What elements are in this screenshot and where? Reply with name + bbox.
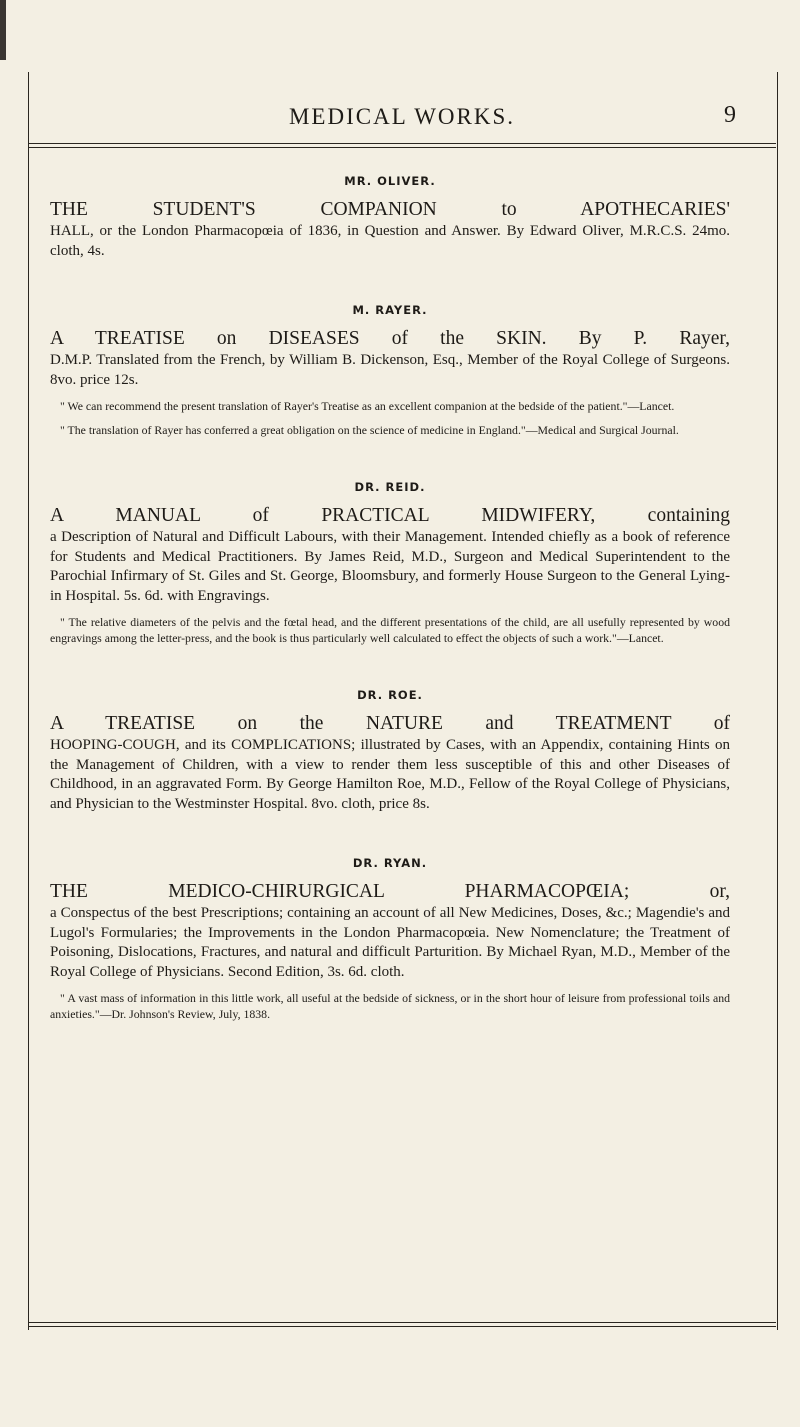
author-heading: MR. OLIVER. xyxy=(344,174,436,188)
header-rule xyxy=(28,147,776,148)
running-title: MEDICAL WORKS. xyxy=(288,104,516,129)
book-title: THE MEDICO-CHIRURGICAL PHARMACOPŒIA; or, xyxy=(50,881,730,902)
book-title: THE STUDENT'S COMPANION to APOTHECARIES' xyxy=(50,199,730,220)
page-number: 9 xyxy=(724,102,736,128)
book-title: A TREATISE on DISEASES of the SKIN. By P. Rayer, xyxy=(50,328,730,349)
review-quote: " We can recommend the present translation of Rayer's Treatise as an excellent companion at the bedside of the patient."—Lancet. xyxy=(60,399,675,413)
footer-rule xyxy=(28,1322,776,1323)
entry-roe xyxy=(50,688,730,814)
author-heading: M. RAYER. xyxy=(352,303,428,317)
review-quote: " The relative diameters of the pelvis and the fœtal head, and the different presentations of the child, are all usefully represented by wood engravings among the letter-press, and the book is thus particularly well calculated to effect the objects of such a work."—Lancet. xyxy=(50,615,730,645)
book-description: a Description of Natural and Difficult Labours, with their Management. Intended chiefly as a book of reference for Students and Medical Practitioners. By James Reid, M.D., Surgeon and Medical Superintendent to the Parochial Infirmary of St. Giles and St. George, Bloomsbury, and formerly House Surgeon to the General Lying-in Hospital. 5s. 6d. with Engravings. xyxy=(50,529,730,604)
header-rule xyxy=(28,143,776,144)
book-title: A MANUAL of PRACTICAL MIDWIFERY, containing xyxy=(50,505,730,526)
entry-oliver xyxy=(50,174,730,261)
review-quote: " A vast mass of information in this little work, all useful at the bedside of sickness, or in the short hour of leisure from professional toils and anxieties."—Dr. Johnson's Review, July, 1838. xyxy=(50,991,730,1021)
book-description: HALL, or the London Pharmacopœia of 1836, in Question and Answer. By Edward Oliver, M.R.C.S. 24mo. cloth, 4s. xyxy=(50,223,730,259)
book-description: D.M.P. Translated from the French, by William B. Dickenson, Esq., Member of the Royal College of Surgeons. 8vo. price 12s. xyxy=(50,352,730,388)
footer-rule xyxy=(28,1326,776,1327)
review-quote: " The translation of Rayer has conferred a great obligation on the science of medicine in England."—Medical and Surgical Journal. xyxy=(60,423,679,437)
entry-reid xyxy=(50,480,730,646)
author-heading: DR. RYAN. xyxy=(352,856,428,870)
page-content xyxy=(50,166,730,1022)
book-description: HOOPING-COUGH, and its COMPLICATIONS; illustrated by Cases, with an Appendix, containing Hints on the Management of Children, with a view to render them less susceptible of this and other Diseases of Childhood, in an aggravated Form. By George Hamilton Roe, M.D., Fellow of the Royal College of Physicians, and Physician to the Westminster Hospital. 8vo. cloth, price 8s. xyxy=(50,737,730,812)
page-header xyxy=(28,100,776,138)
book-title: A TREATISE on the NATURE and TREATMENT of xyxy=(50,713,730,734)
author-heading: DR. ROE. xyxy=(357,688,423,702)
binding-edge xyxy=(0,0,6,60)
entry-rayer xyxy=(50,303,730,438)
entry-ryan xyxy=(50,856,730,1022)
author-heading: DR. REID. xyxy=(354,480,426,494)
book-description: a Conspectus of the best Prescriptions; containing an account of all New Medicines, Doses, &c.; Magendie's and Lugol's Formularies; the Improvements in the London Pharmacopœia. New Nomenclature; the Treatment of Poisoning, Dislocations, Fractures, and natural and difficult Parturition. By Michael Ryan, M.D., Member of the Royal College of Physicians. Second Edition, 3s. 6d. cloth. xyxy=(50,905,730,980)
